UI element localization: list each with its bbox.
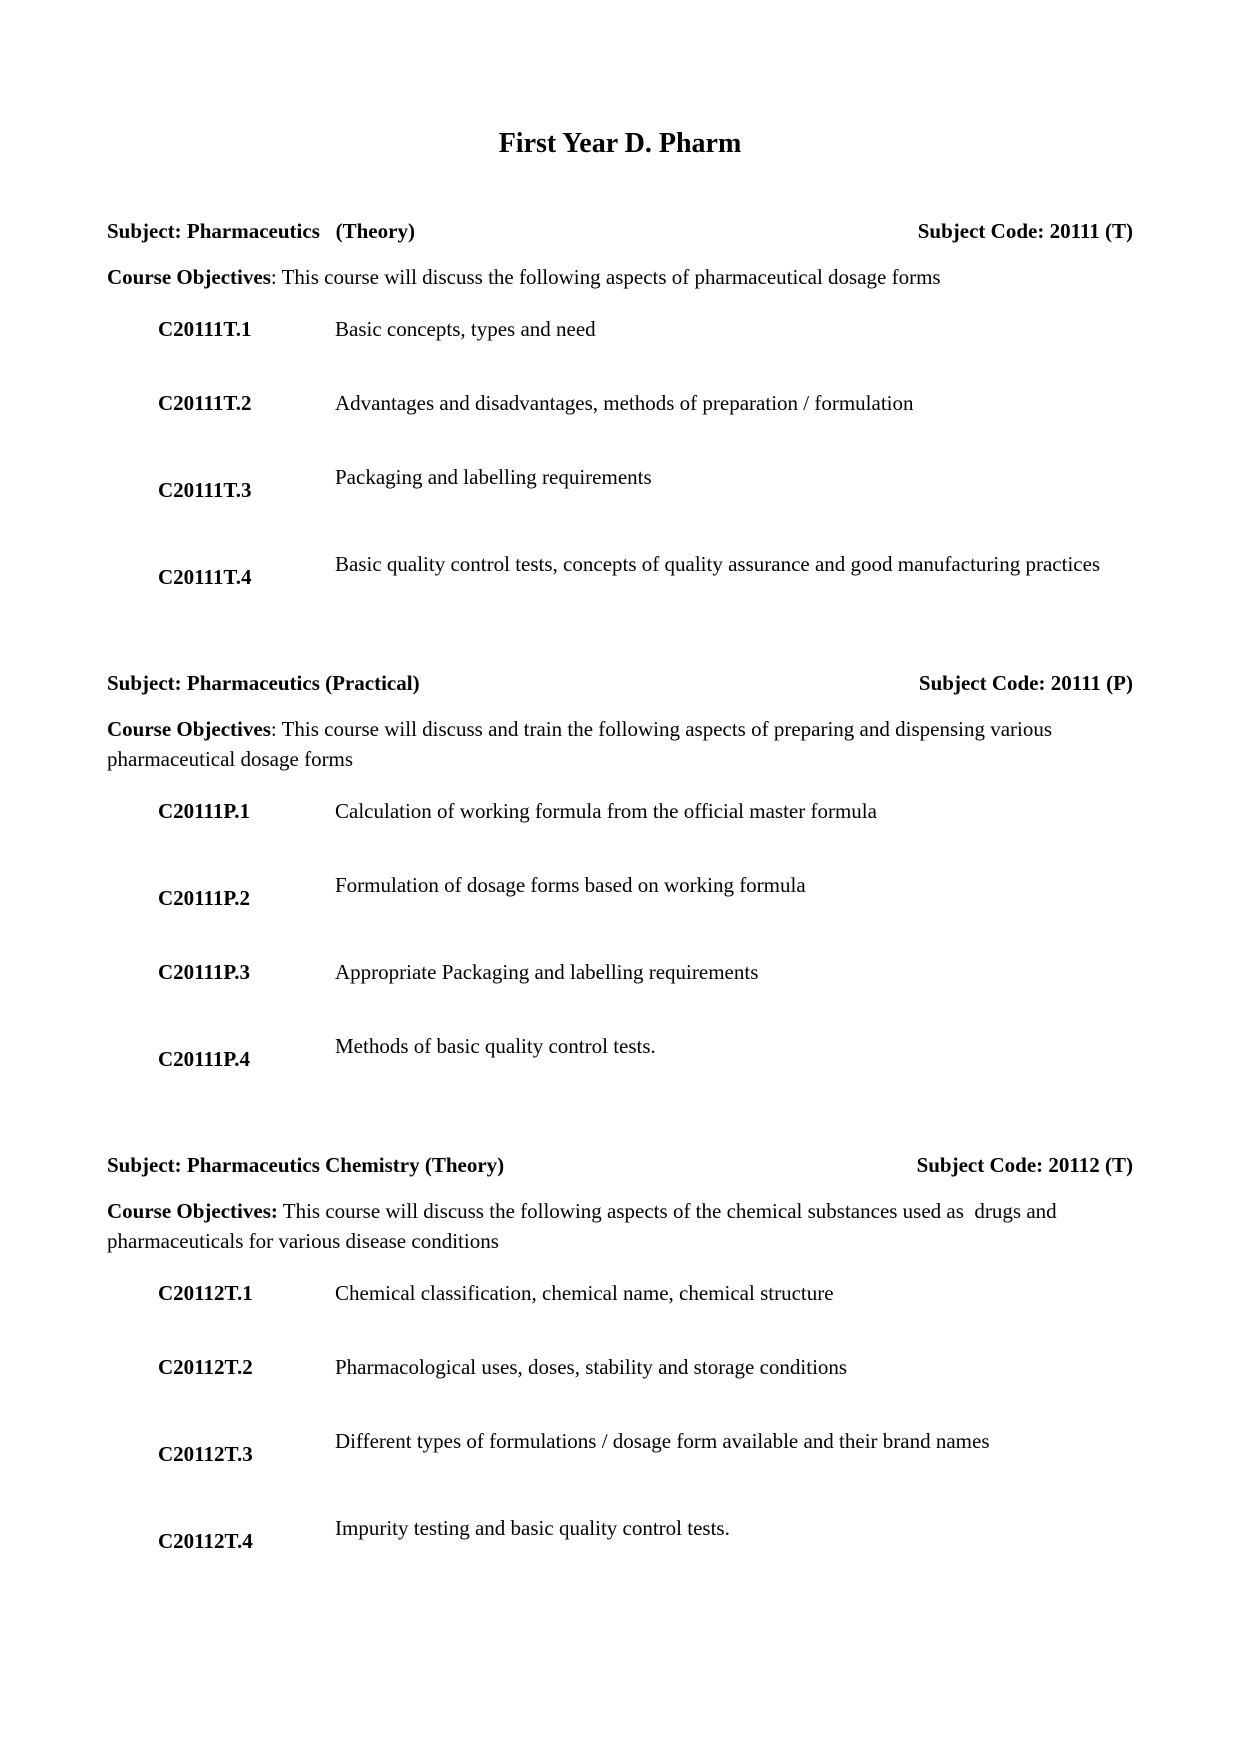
section-pharmaceutics-practical xyxy=(107,668,1133,1074)
outcome-row xyxy=(107,957,1133,987)
outcome-code: C20111T.1 xyxy=(158,317,252,341)
subject-title: Subject: Pharmaceutics Chemistry (Theory) xyxy=(107,1153,505,1177)
outcome-description: Advantages and disadvantages, methods of preparation / formulation xyxy=(335,391,914,415)
outcome-description: Calculation of working formula from the official master formula xyxy=(335,799,877,823)
course-objectives-text: This course will discuss the following aspects of the chemical substances used as drugs and pharmaceuticals for various disease conditions xyxy=(107,1199,1062,1253)
course-objectives-label: Course Objectives xyxy=(107,265,271,289)
outcome-code: C20111P.1 xyxy=(158,799,250,823)
outcome-description: Appropriate Packaging and labelling requirements xyxy=(335,960,759,984)
outcome-description: Packaging and labelling requirements xyxy=(335,465,652,489)
outcome-description: Pharmacological uses, doses, stability and storage conditions xyxy=(335,1355,848,1379)
outcome-row xyxy=(107,1352,1133,1382)
outcome-code: C20112T.4 xyxy=(158,1529,253,1553)
outcome-row xyxy=(107,314,1133,344)
outcome-row xyxy=(107,1278,1133,1308)
course-objectives-label: Course Objectives xyxy=(107,717,271,741)
outcome-description: Different types of formulations / dosage form available and their brand names xyxy=(335,1429,990,1453)
outcome-code: C20111P.3 xyxy=(158,960,250,984)
section-header xyxy=(107,668,1133,698)
outcome-description: Basic quality control tests, concepts of quality assurance and good manufacturing practices xyxy=(335,552,1101,576)
outcome-code: C20111T.3 xyxy=(158,478,252,502)
course-objectives-text: : This course will discuss the following aspects of pharmaceutical dosage forms xyxy=(270,265,941,289)
outcome-row xyxy=(107,1426,1133,1469)
outcome-row xyxy=(107,549,1133,592)
subject-code: Subject Code: 20111 (T) xyxy=(917,219,1133,243)
subject-title: Subject: Pharmaceutics (Practical) xyxy=(107,671,420,695)
outcome-code: C20112T.1 xyxy=(158,1281,253,1305)
section-header xyxy=(107,216,1133,246)
subject-code: Subject Code: 20111 (P) xyxy=(918,671,1133,695)
outcome-row xyxy=(107,388,1133,418)
section-pharmaceutics-chemistry-theory xyxy=(107,1150,1133,1556)
section-pharmaceutics-theory xyxy=(107,216,1133,592)
outcome-description: Basic concepts, types and need xyxy=(335,317,596,341)
outcome-description: Impurity testing and basic quality control tests. xyxy=(335,1516,730,1540)
section-header xyxy=(107,1150,1133,1180)
outcome-description: Chemical classification, chemical name, chemical structure xyxy=(335,1281,834,1305)
course-objectives-paragraph xyxy=(107,1196,1133,1256)
outcome-code: C20112T.3 xyxy=(158,1442,253,1466)
course-objectives-label: Course Objectives: xyxy=(107,1199,278,1223)
outcome-code: C20112T.2 xyxy=(158,1355,253,1379)
subject-code: Subject Code: 20112 (T) xyxy=(916,1153,1133,1177)
outcome-code: C20111P.2 xyxy=(158,886,250,910)
page-title: First Year D. Pharm xyxy=(498,128,742,159)
subject-title: Subject: Pharmaceutics (Theory) xyxy=(107,219,415,243)
outcome-description: Formulation of dosage forms based on working formula xyxy=(335,873,806,897)
course-objectives-paragraph xyxy=(107,262,1133,292)
outcome-row xyxy=(107,796,1133,826)
course-objectives-text: : This course will discuss and train the following aspects of preparing and dispensing various pharmaceutical dosage forms xyxy=(107,717,1058,771)
outcome-code: C20111T.2 xyxy=(158,391,252,415)
outcome-row xyxy=(107,462,1133,505)
outcome-code: C20111T.4 xyxy=(158,565,252,589)
outcome-description: Methods of basic quality control tests. xyxy=(335,1034,656,1058)
outcome-code: C20111P.4 xyxy=(158,1047,250,1071)
course-objectives-paragraph xyxy=(107,714,1133,774)
outcome-row xyxy=(107,1031,1133,1074)
outcome-row xyxy=(107,870,1133,913)
outcome-row xyxy=(107,1513,1133,1556)
